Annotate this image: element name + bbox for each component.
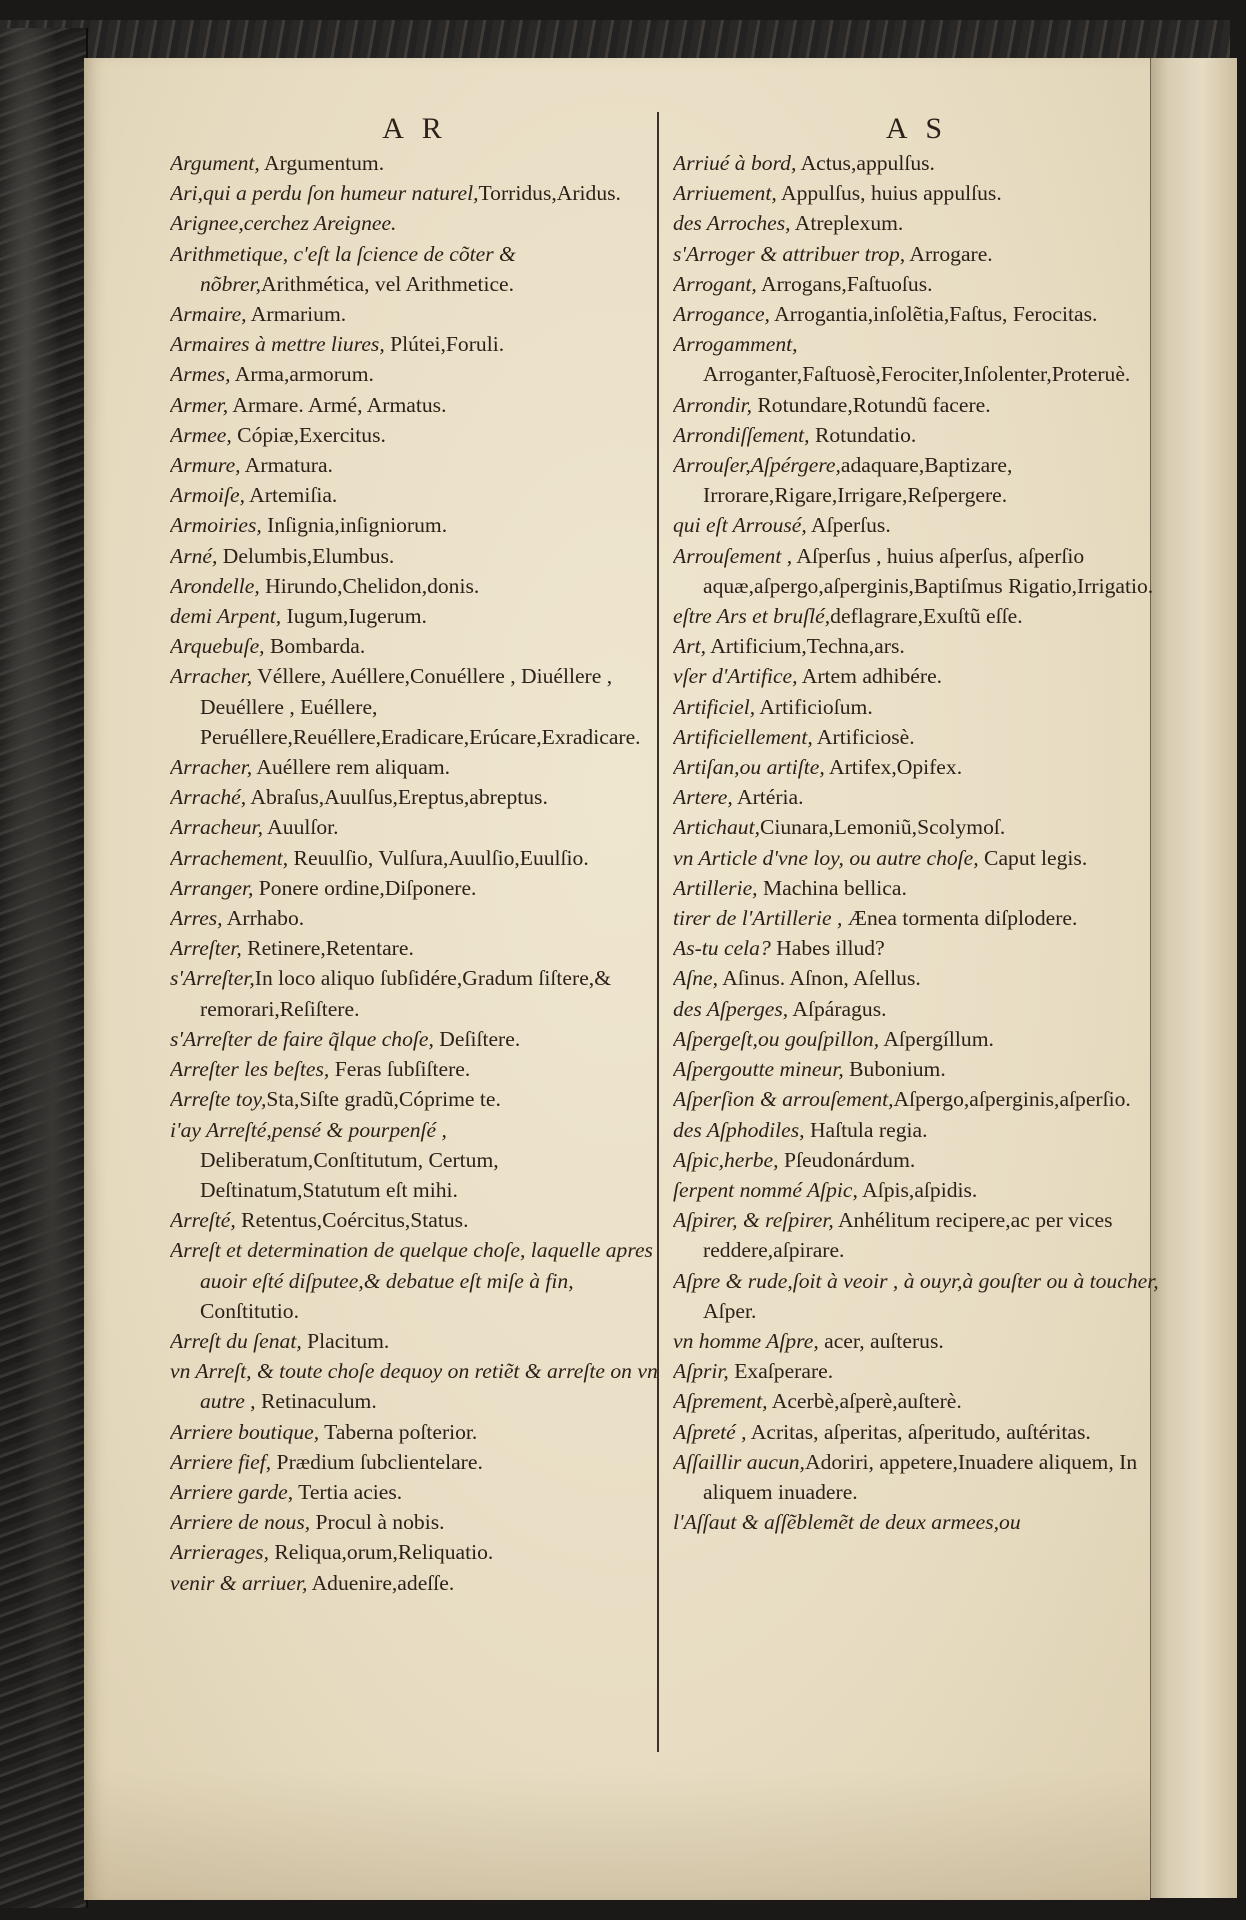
entry-latin-equivalent: Ciunara,Lemoniũ,Scolymoſ. — [759, 815, 1006, 840]
entry-headword: Aſprir, — [673, 1359, 729, 1384]
entry-latin-equivalent: Iugum,Iugerum. — [281, 604, 427, 629]
entry-headword: Artere, — [673, 785, 733, 810]
dictionary-entry — [673, 722, 1161, 752]
entry-headword: s'Arroger & attribuer trop, — [673, 241, 906, 266]
dictionary-entry — [170, 148, 660, 178]
entry-latin-equivalent: Arroganter,Faſtuosè,Ferociter,Inſolenter,Proteruè. — [703, 362, 1131, 387]
entry-headword: s'Arreſter, — [170, 966, 255, 991]
dictionary-entry — [170, 299, 660, 329]
entry-headword: Armer, — [170, 392, 229, 417]
dictionary-entry — [170, 1537, 660, 1567]
entry-headword: Argument, — [170, 151, 260, 175]
entry-latin-equivalent: Aſpergo,aſperginis,aſperſio. — [893, 1087, 1131, 1112]
dictionary-entry — [673, 299, 1161, 329]
dictionary-entry — [170, 1235, 660, 1326]
entry-latin-equivalent: Machina bellica. — [757, 875, 907, 900]
dictionary-entry — [170, 601, 660, 631]
dictionary-entry — [170, 239, 660, 299]
dictionary-entry — [673, 1326, 1161, 1356]
entry-latin-equivalent: adaquare,Baptizare, Irrorare,Rigare,Irrigare,Reſpergere. — [703, 453, 1013, 508]
entry-headword: Artificiel, — [673, 694, 756, 719]
entry-headword: Arrogamment, — [673, 332, 798, 357]
entry-latin-equivalent: Taberna poſterior. — [319, 1419, 478, 1444]
entry-headword: Arriuement, — [673, 181, 777, 206]
dictionary-entry — [170, 541, 660, 571]
dictionary-entry — [673, 601, 1161, 631]
dictionary-entry — [673, 994, 1161, 1024]
entry-latin-equivalent: Retinaculum. — [255, 1389, 377, 1414]
dictionary-entry — [673, 1507, 1161, 1537]
entry-latin-equivalent: Arma,armorum. — [230, 362, 374, 387]
dictionary-entry — [170, 510, 660, 540]
dictionary-entry — [170, 1356, 660, 1416]
dictionary-entry — [170, 1507, 660, 1537]
entry-latin-equivalent: Cópiæ,Exercitus. — [231, 422, 386, 447]
entry-latin-equivalent: Anhélitum recipere,ac per vices reddere,aſpirare. — [703, 1208, 1113, 1263]
entry-latin-equivalent: Acerbè,aſperè,auſterè. — [767, 1389, 962, 1414]
entry-headword: Ari,qui a perdu ſon humeur naturel, — [170, 181, 479, 206]
entry-latin-equivalent: Aduenire,adeſſe. — [307, 1570, 455, 1595]
dictionary-entry — [170, 661, 660, 752]
entry-headword: Arriere fief, — [170, 1449, 272, 1474]
dictionary-entry — [673, 1115, 1161, 1145]
dictionary-entry — [170, 450, 660, 480]
entry-latin-equivalent: Aſperſus. — [806, 513, 891, 538]
entry-headword: des Aſphodiles, — [673, 1117, 805, 1142]
dictionary-entry — [170, 1477, 660, 1507]
entry-headword: Armee, — [170, 422, 232, 447]
entry-latin-equivalent: Arrogare. — [905, 241, 993, 266]
running-head-left: A R — [382, 112, 448, 145]
entry-headword: vn homme Aſpre, — [673, 1328, 819, 1353]
entry-latin-equivalent: Aſinus. Aſnon, Aſellus. — [717, 966, 921, 991]
right-column — [673, 112, 1161, 1537]
marbled-cover-board — [0, 28, 88, 1908]
entry-headword: Armaires à mettre liures, — [170, 332, 385, 357]
entry-latin-equivalent: Armarium. — [246, 302, 347, 327]
entry-headword: Arrouſer,Aſpérgere, — [673, 453, 841, 478]
dictionary-entry — [170, 1024, 660, 1054]
entry-headword: Aſne, — [673, 966, 718, 991]
entry-latin-equivalent: Arrogans,Faſtuoſus. — [756, 271, 933, 296]
entry-headword: Armes, — [170, 362, 231, 387]
entry-latin-equivalent: Artificiosè. — [812, 724, 915, 749]
entry-headword: i'ay Arreſté,pensé & pourpenſé , — [170, 1117, 447, 1142]
entry-latin-equivalent: Placitum. — [301, 1328, 390, 1353]
entry-headword: Aſpergeſt,ou gouſpillon, — [673, 1026, 880, 1051]
entry-headword: ſerpent nommé Aſpic, — [673, 1177, 858, 1202]
dictionary-entry — [673, 631, 1161, 661]
entry-latin-equivalent: Actus,appulſus. — [796, 151, 935, 175]
entry-latin-equivalent: Feras ſubſiſtere. — [329, 1057, 471, 1082]
dictionary-entry — [673, 148, 1161, 178]
dictionary-entry — [673, 1175, 1161, 1205]
entry-latin-equivalent: Tertia acies. — [293, 1479, 403, 1504]
dictionary-entry — [170, 1084, 660, 1114]
dictionary-entry — [170, 782, 660, 812]
entry-headword: Arreſt du ſenat, — [170, 1328, 302, 1353]
entry-latin-equivalent: Delumbis,Elumbus. — [217, 543, 395, 568]
entry-headword: Aſpic,herbe, — [673, 1147, 779, 1172]
dictionary-entry — [170, 963, 660, 1023]
facing-page-edge — [1148, 58, 1237, 1898]
entry-latin-equivalent: Artéria. — [732, 785, 804, 810]
dictionary-entry — [673, 390, 1161, 420]
entry-headword: Arriué à bord, — [673, 151, 797, 175]
entry-headword: Arrachement, — [170, 845, 289, 870]
entry-latin-equivalent: deflagrare,Exuſtũ eſſe. — [830, 604, 1023, 629]
dictionary-entry — [673, 752, 1161, 782]
entry-headword: Arignee,cerchez Areignee. — [170, 211, 397, 236]
entry-latin-equivalent: Rotundatio. — [809, 422, 917, 447]
entry-headword: Arriere de nous, — [170, 1510, 311, 1535]
entry-latin-equivalent: Aſperſus , huius aſperſus, aſperſio aquæ,aſpergo,aſperginis,Baptiſmus Rigatio,Irrigatio. — [703, 543, 1154, 598]
dictionary-entry — [170, 420, 660, 450]
dictionary-entry — [170, 752, 660, 782]
entry-latin-equivalent: acer, auſterus. — [818, 1328, 944, 1353]
dictionary-entry — [673, 1145, 1161, 1175]
entry-headword: Aſſaillir aucun, — [673, 1449, 805, 1474]
entry-latin-equivalent: Retinere,Retentare. — [241, 936, 414, 961]
entry-headword: Arracher, — [170, 664, 253, 689]
entry-headword: Artificiellement, — [673, 724, 813, 749]
entry-headword: Artichaut, — [673, 815, 760, 840]
entry-headword: l'Aſſaut & aſſẽblemẽt de deux armees,ou — [673, 1510, 1021, 1535]
entry-headword: Arraché, — [170, 785, 247, 810]
dictionary-entry — [673, 873, 1161, 903]
entry-headword: Arreſt et determination de quelque choſe, laquelle apres auoir eſté diſputee,& debatue eſt miſe à fin, — [170, 1238, 653, 1293]
entry-headword: Arrouſement , — [673, 543, 793, 568]
entry-headword: Arrondiſſement, — [673, 422, 810, 447]
dictionary-entry — [673, 782, 1161, 812]
dictionary-entry — [673, 661, 1161, 691]
entry-headword: des Aſperges, — [673, 996, 789, 1021]
entry-headword: Aſpirer, & reſpirer, — [673, 1208, 834, 1233]
entry-headword: Arranger, — [170, 875, 254, 900]
entry-latin-equivalent: Argumentum. — [259, 151, 385, 175]
entry-latin-equivalent: Artificioſum. — [755, 694, 873, 719]
dictionary-entry — [170, 571, 660, 601]
dictionary-entry — [170, 329, 660, 359]
entry-headword: Arriere garde, — [170, 1479, 294, 1504]
entry-headword: Arrogance, — [673, 302, 770, 327]
dictionary-entry — [170, 873, 660, 903]
dictionary-entry — [673, 450, 1161, 510]
entry-headword: Armoiſe, — [170, 483, 245, 508]
dictionary-entry — [170, 1115, 660, 1206]
dictionary-entry — [170, 903, 660, 933]
entry-latin-equivalent: Procul à nobis. — [310, 1510, 445, 1535]
dictionary-entry — [170, 812, 660, 842]
entry-headword: Artillerie, — [673, 875, 758, 900]
dictionary-entry — [673, 963, 1161, 993]
entry-headword: As-tu cela? — [673, 936, 771, 961]
entry-latin-equivalent: Retentus,Coércitus,Status. — [235, 1208, 469, 1233]
entry-latin-equivalent: Artem adhibére. — [797, 664, 943, 689]
dictionary-entry — [673, 843, 1161, 873]
dictionary-entry — [673, 178, 1161, 208]
entry-latin-equivalent: Conſtitutio. — [200, 1298, 299, 1323]
entry-headword: Arquebuſe, — [170, 634, 265, 659]
entry-headword: Arreſte toy, — [170, 1087, 267, 1112]
entry-latin-equivalent: Rotundare,Rotundũ facere. — [752, 392, 991, 417]
dictionary-entry — [673, 1266, 1161, 1326]
dictionary-entry — [673, 1386, 1161, 1416]
entry-headword: Aſprement, — [673, 1389, 768, 1414]
entry-headword: s'Arreſter de faire q̃lque choſe, — [170, 1026, 434, 1051]
entry-headword: Art, — [673, 634, 706, 659]
entry-latin-equivalent: Auulſor. — [262, 815, 339, 840]
dictionary-entry — [673, 1024, 1161, 1054]
dictionary-entry — [673, 541, 1161, 601]
dictionary-entry — [673, 933, 1161, 963]
entry-headword: Arracher, — [170, 755, 253, 780]
entry-headword: Arracheur, — [170, 815, 263, 840]
dictionary-entry — [170, 1205, 660, 1235]
entry-headword: Artiſan,ou artiſte, — [673, 755, 825, 780]
dictionary-entry — [170, 1417, 660, 1447]
left-column — [170, 112, 660, 1598]
entry-latin-equivalent: Acritas, aſperitas, aſperitudo, auſtéritas. — [746, 1419, 1091, 1444]
dictionary-entry — [673, 510, 1161, 540]
entry-headword: Arrondir, — [673, 392, 752, 417]
entry-latin-equivalent: Armare. Armé, Armatus. — [228, 392, 447, 417]
binding-top-edge — [0, 20, 1230, 60]
entry-latin-equivalent: Haſtula regia. — [804, 1117, 928, 1142]
entry-latin-equivalent: Adoriri, appetere,Inuadere aliquem, In aliquem inuadere. — [703, 1449, 1138, 1504]
dictionary-entry — [673, 1084, 1161, 1114]
entry-latin-equivalent: Atreplexum. — [790, 211, 904, 236]
dictionary-entry — [673, 812, 1161, 842]
entry-latin-equivalent: Bubonium. — [843, 1057, 946, 1082]
dictionary-entry — [673, 903, 1161, 933]
entry-latin-equivalent: Abraſus,Auulſus,Ereptus,abreptus. — [246, 785, 548, 810]
entry-headword: Aſpre & rude,ſoit à veoir , à ouyr,à gouſter ou à toucher, — [673, 1268, 1159, 1293]
dictionary-entry — [170, 359, 660, 389]
entry-headword: Armaire, — [170, 302, 247, 327]
dictionary-entry — [170, 1447, 660, 1477]
entry-headword: vn Arreſt, & toute choſe dequoy on retiẽt & arreſte on vn autre , — [170, 1359, 658, 1414]
entry-latin-equivalent: Aſpis,aſpidis. — [857, 1177, 978, 1202]
entry-latin-equivalent: Armatura. — [240, 453, 333, 478]
entry-latin-equivalent: In loco aliquo ſubſidére,Gradum ſiſtere,& remorari,Reſiſtere. — [200, 966, 611, 1021]
entry-latin-equivalent: Bombarda. — [264, 634, 366, 659]
dictionary-entry — [170, 208, 660, 238]
entry-latin-equivalent: Deliberatum,Conſtitutum, Certum, Deſtinatum,Statutum eſt mihi. — [200, 1147, 499, 1202]
entry-headword: vn Article d'vne loy, ou autre choſe, — [673, 845, 979, 870]
entry-latin-equivalent: Hirundo,Chelidon,donis. — [259, 573, 480, 598]
entry-headword: demi Arpent, — [170, 604, 282, 629]
entry-headword: Aſperſion & arrouſement, — [673, 1087, 894, 1112]
entry-headword: Arondelle, — [170, 573, 260, 598]
entry-headword: Armoiries, — [170, 513, 262, 538]
entry-latin-equivalent: Aſpergíllum. — [879, 1026, 994, 1051]
entry-headword: Arrierages, — [170, 1540, 269, 1565]
entry-latin-equivalent: Aſpáragus. — [788, 996, 887, 1021]
entry-latin-equivalent: Caput legis. — [978, 845, 1088, 870]
entry-headword: Arres, — [170, 906, 223, 931]
entry-latin-equivalent: Reuulſio, Vulſura,Auulſio,Euulſio. — [288, 845, 589, 870]
entry-headword: Aſpreté , — [673, 1419, 747, 1444]
dictionary-entry — [170, 480, 660, 510]
dictionary-entry — [673, 420, 1161, 450]
dictionary-entry — [170, 1568, 660, 1598]
entry-headword: vſer d'Artifice, — [673, 664, 798, 689]
entry-headword: Arreſté, — [170, 1208, 236, 1233]
dictionary-entry — [673, 1417, 1161, 1447]
dictionary-entry — [170, 631, 660, 661]
dictionary-entry — [673, 329, 1161, 389]
entry-latin-equivalent: Plútei,Foruli. — [384, 332, 505, 357]
entry-headword: Aſpergoutte mineur, — [673, 1057, 844, 1082]
entry-latin-equivalent: Arithmética, vel Arithmetice. — [261, 271, 515, 296]
entry-headword: Arreſter les beſtes, — [170, 1057, 330, 1082]
entry-latin-equivalent: Arrhabo. — [222, 906, 305, 931]
entry-latin-equivalent: Aſper. — [703, 1298, 757, 1323]
entry-latin-equivalent: Ænea tormenta diſplodere. — [842, 906, 1078, 931]
dictionary-entry — [673, 208, 1161, 238]
dictionary-entry — [170, 843, 660, 873]
entry-latin-equivalent: Prædium ſubclientelare. — [271, 1449, 483, 1474]
dictionary-entry — [673, 1205, 1161, 1265]
entry-headword: des Arroches, — [673, 211, 791, 236]
running-head-right: A S — [885, 112, 949, 145]
entry-headword: Arné, — [170, 543, 218, 568]
entry-headword: Arithmetique, c'eſt la ſcience de cõter & nõbrer, — [170, 241, 516, 296]
entry-latin-equivalent: Deſiſtere. — [433, 1026, 521, 1051]
entry-latin-equivalent: Habes illud? — [770, 936, 885, 961]
entry-headword: Arrogant, — [673, 271, 757, 296]
dictionary-entry — [170, 390, 660, 420]
entry-headword: eſtre Ars et bruſlé, — [673, 604, 831, 629]
dictionary-entry — [673, 1054, 1161, 1084]
dictionary-entry — [170, 1326, 660, 1356]
entry-headword: venir & arriuer, — [170, 1570, 308, 1595]
dictionary-entry — [673, 239, 1161, 269]
page-bottom-margin — [84, 1770, 1150, 1900]
entry-latin-equivalent: Artemiſia. — [244, 483, 338, 508]
dictionary-entry — [673, 1356, 1161, 1386]
entry-latin-equivalent: Reliqua,orum,Reliquatio. — [268, 1540, 494, 1565]
entry-headword: qui eſt Arrousé, — [673, 513, 807, 538]
dictionary-entry — [170, 178, 660, 208]
entry-headword: Arriere boutique, — [170, 1419, 320, 1444]
entry-latin-equivalent: Torridus,Aridus. — [478, 181, 621, 206]
entry-latin-equivalent: Arrogantia,inſolẽtia,Faſtus, Ferocitas. — [769, 302, 1098, 327]
entry-latin-equivalent: Artifex,Opifex. — [824, 755, 963, 780]
dictionary-entry — [170, 933, 660, 963]
entry-latin-equivalent: Ponere ordine,Diſponere. — [253, 875, 477, 900]
dictionary-entry — [673, 269, 1161, 299]
entry-latin-equivalent: Pſeudonárdum. — [778, 1147, 916, 1172]
entry-latin-equivalent: Véllere, Auéllere,Conuéllere , Diuéllere , Deuéllere , Euéllere, Peruéllere,Reuéllere,Eradicare,Erúcare,Exradicare. — [200, 664, 641, 749]
entry-headword: Armure, — [170, 453, 241, 478]
dictionary-entry — [170, 1054, 660, 1084]
entry-latin-equivalent: Inſignia,inſigniorum. — [261, 513, 448, 538]
entry-headword: tirer de l'Artillerie , — [673, 906, 843, 931]
entry-latin-equivalent: Artificium,Techna,ars. — [706, 634, 905, 659]
dictionary-entry — [673, 692, 1161, 722]
entry-latin-equivalent: Auéllere rem aliquam. — [252, 755, 451, 780]
entry-headword: Arreſter, — [170, 936, 242, 961]
dictionary-entry — [673, 1447, 1161, 1507]
entry-latin-equivalent: Sta,Siſte gradũ,Cóprime te. — [266, 1087, 501, 1112]
entry-latin-equivalent: Exaſperare. — [728, 1359, 834, 1384]
entry-latin-equivalent: Appulſus, huius appulſus. — [776, 181, 1002, 206]
